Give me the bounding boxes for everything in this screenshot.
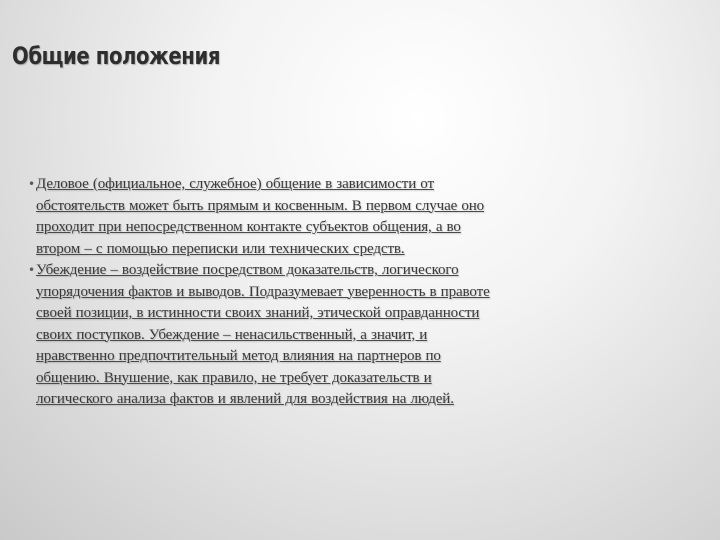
bullet-dot-icon: • xyxy=(28,177,36,191)
bullet-line: Убеждение – воздействие посредством доказательств, логического xyxy=(36,262,459,278)
slide-title: Общие положения xyxy=(12,42,221,70)
bullet-line: общению. Внушение, как правило, не требует доказательств и xyxy=(36,369,432,386)
bullet-text xyxy=(36,174,636,260)
bullet-line: нравственно предпочтительный метод влияния на партнеров по xyxy=(36,348,441,364)
bullet-list xyxy=(26,174,636,411)
bullet-line: своей позиции, в истинности своих знаний, этической оправданности xyxy=(36,305,480,321)
bullet-line: проходит при непосредственном контакте субъектов общения, а во xyxy=(36,219,461,235)
bullet-item xyxy=(26,260,636,411)
bullet-dot-icon: • xyxy=(28,263,36,277)
bullet-line: обстоятельств может быть прямым и косвенным. В первом случае оно xyxy=(36,197,485,214)
bullet-item xyxy=(26,174,636,260)
bullet-text xyxy=(36,260,636,411)
bullet-line: своих поступков. Убеждение – ненасильственный, а значит, и xyxy=(36,326,428,343)
bullet-line: втором – с помощью переписки или технических средств. xyxy=(36,240,405,257)
bullet-line: логического анализа фактов и явлений для воздействия на людей. xyxy=(36,391,454,407)
bullet-line: упорядочения фактов и выводов. Подразумевает уверенность в правоте xyxy=(36,283,490,300)
bullet-line: Деловое (официальное, служебное) общение в зависимости от xyxy=(36,176,434,192)
